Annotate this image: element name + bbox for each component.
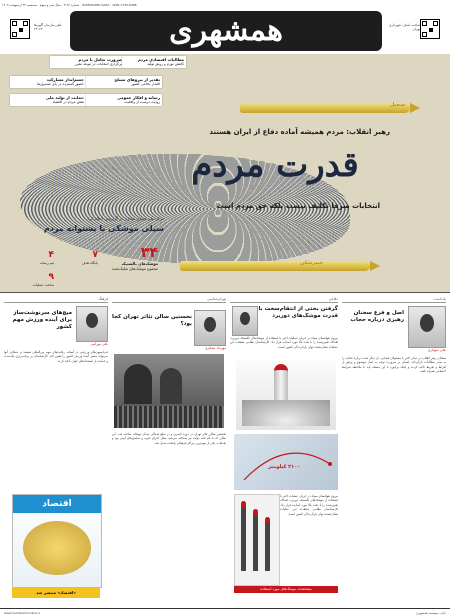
hero-headline: قدرت مردم [191,145,359,185]
qr-code-right-icon [420,19,440,39]
article-body-continued: نیروی هوافضای سپاه در جریان عملیات اخیر با استفاده از موشک‌های بالستیک دوربرد، اهداف تعیین‌شده را با دقت بالا مورد اصابت قرار داد. کارشناسان نظامی معتقدند این عملیات نشان‌دهنده توان بازدارندگی کشور است. [280,494,338,516]
stat-number: ۹ [48,272,54,282]
stat-number: ۷ [92,250,98,260]
column-defense [230,296,338,608]
missile-spec-icon [265,517,270,571]
map-distance-label: ۲۱۰۰ کیلومتر [268,464,301,470]
teaser-title: مطالبات اقتصادی مردم [137,57,184,62]
article-body: فدراسیون‌های ورزشی در آستانه رقابت‌های مهم بین‌المللی هستند و عملکرد آنها می‌تواند مسیر آینده ورزش کشور را تعیین کند. کارشناسان بر برنامه‌ریزی بلندمدت و حمایت از استعدادهای جوان تاکید دارند. [4,350,108,363]
feature-kicker: مرکز ملی فضای مجازی در گزارشی اعلام کرد [87,216,164,221]
missile-bottom-graphic [180,261,370,271]
article-body: سخنان رهبر انقلاب در دیدار اخیر با مسئولان قضایی، بار دیگر بحث درباره حجاب را به صدر مطالبات بازگرداند. ایشان بر ضرورت توجه به اصل موضوع و پرهیز از افراط و تفریط تاکید کردند و اینکه برخورد با این مسئله باید با ملاحظه شرایط اجتماعی همراه باشد. [342,356,446,374]
hero-kicker: رهبر انقلاب: مردم همیشه آماده دفاع از ایران هستند [209,128,390,136]
qr-code-left-icon [10,19,30,39]
teaser-text: کاهش تورم و رونق تولید [147,62,184,66]
missile-launch-photo [236,360,336,430]
missile-top-label: سجیل [390,102,406,108]
teaser-title: چشم‌انداز مشارکت [46,77,84,82]
magazine-caption: «اقتصاد» منتشر شد [12,588,100,598]
teaser-title: ضرورت تعامل با مردم [78,57,122,62]
column-section-label: تهران‌شناسی [112,296,226,303]
stat-item [58,242,98,265]
hero-section [0,54,450,292]
footer-printer: چاپ: موسسه همشهری [416,611,446,615]
missile-bottom-label: خیبرشکن [300,260,324,266]
column-section-label: فرهنگ [4,296,108,303]
stat-label: ساعت عملیات [32,283,54,287]
teaser-box [10,76,86,88]
teaser-text: روایت درست از واقعیت [124,100,160,104]
author-portrait [194,310,226,346]
article-author: علی بهرامی [90,342,108,346]
stat-item-main [108,242,158,271]
footer-website[interactable]: www.hamshahrionline.ir [4,611,41,615]
teaser-box [86,94,162,106]
newspaper-logo: همشهری [70,11,382,51]
article-author: علی شهبازی [427,348,446,352]
missile-spec-icon [241,501,246,571]
masthead-right-note: صاحب امتیاز: شهرداری تهران [388,23,420,31]
magazine-illustration [23,521,91,575]
teaser-title: حمایت از تولید ملی [45,95,84,100]
article-body: نخستین سالن تئاتر تهران در دوره ناصری و در ضلع شمالی میدان توپخانه ساخته شد. این سالن که با نام تکیه دولت نیز شناخته می‌شد، محل اجرای تعزیه و نمایش‌های آیینی بود و بعدها به یکی از مهم‌ترین مراکز فرهنگی پایتخت تبدیل شد. [112,432,226,445]
stat-note: مجموع موشک‌های شلیک‌شده [111,266,158,271]
article-title: میچ‌های سرنوشت‌ساز برای آینده ورزش مهم کشور [12,310,72,330]
page-footer [0,608,450,616]
teaser-text: اقتدار دفاعی کشور [131,82,160,86]
author-portrait [408,306,446,348]
stat-item [14,242,54,265]
stat-label: پایگاه هدف [81,261,98,265]
strike-arc-graphic [234,434,338,490]
teaser-title: رسانه و افکار عمومی [117,95,160,100]
teaser-title: تقدیر از نیروهای مسلح [114,77,160,82]
magazine-cover [12,494,102,588]
stat-item [14,264,54,287]
stat-label: تیم رسانه [39,261,54,265]
article-author: مهرداد مختاری [204,346,226,350]
stat-number: ۴ [48,250,54,260]
article-title: نخستین سالن تئاتر تهران کجا بود؟ [112,314,192,327]
author-portrait [232,306,258,336]
article-title: گرفتن بختی از انتقام‌سخت با قدرت موشک‌های دوربرد [258,306,338,319]
teaser-box [86,76,162,88]
magazine-title: اقتصاد [13,495,101,513]
column-culture [4,296,108,608]
stat-label: موشک‌های بالستیک [121,261,158,266]
column-editorial [342,296,446,608]
missile-spec-icon [253,509,258,571]
teaser-box [10,94,86,106]
feature-title: سیلی موشکی با پشتوانه مردم [43,224,164,233]
issue-info-line: شماره ۹۱۹۲ · سال سی و سوم · سه‌شنبه ۲۳ اردیبهشت ۱۴۰۳ · HAMSHAHRI DAILY · ISSN 1735-6385 [2,3,137,7]
missile-specs-box [234,494,280,586]
masthead [0,9,450,54]
historic-theater-photo [114,354,224,428]
stat-number: ۳۴ [140,245,158,261]
section-divider [0,292,450,293]
article-body: نیروی هوافضای سپاه در جریان عملیات اخیر با استفاده از موشک‌های بالستیک دوربرد، اهداف تعیین‌شده را با دقت بالا مورد اصابت قرار داد. کارشناسان نظامی معتقدند این عملیات نشان‌دهنده توان بازدارندگی کشور است. [230,336,338,349]
masthead-left-note: تلفن سازمان آگهی‌ها ۲۳۰۲۳ [34,23,62,31]
column-section-label: دفاعی [230,296,338,303]
teaser-text: حضور گسترده در پای صندوق‌ها [37,82,84,86]
teaser-box [122,56,186,68]
article-title: اصل و فرع سخنان رهبری درباره حجاب [350,310,404,323]
missile-caption: مشخصات موشک‌های مورد استفاده [234,586,338,593]
author-portrait [76,306,108,342]
missile-top-graphic [240,103,410,113]
hero-subhead: انتخابات صرفا تکلیف نیست بلکه حق مردم است [216,202,380,210]
column-tehran [112,296,226,608]
column-section-label: یادداشت [342,296,446,303]
teaser-text: نقش مردم در اقتصاد [52,100,84,104]
strike-map [234,434,338,490]
teaser-box [50,56,124,68]
teaser-text: برگزاری انتخابات در موعد مقرر [74,62,122,66]
